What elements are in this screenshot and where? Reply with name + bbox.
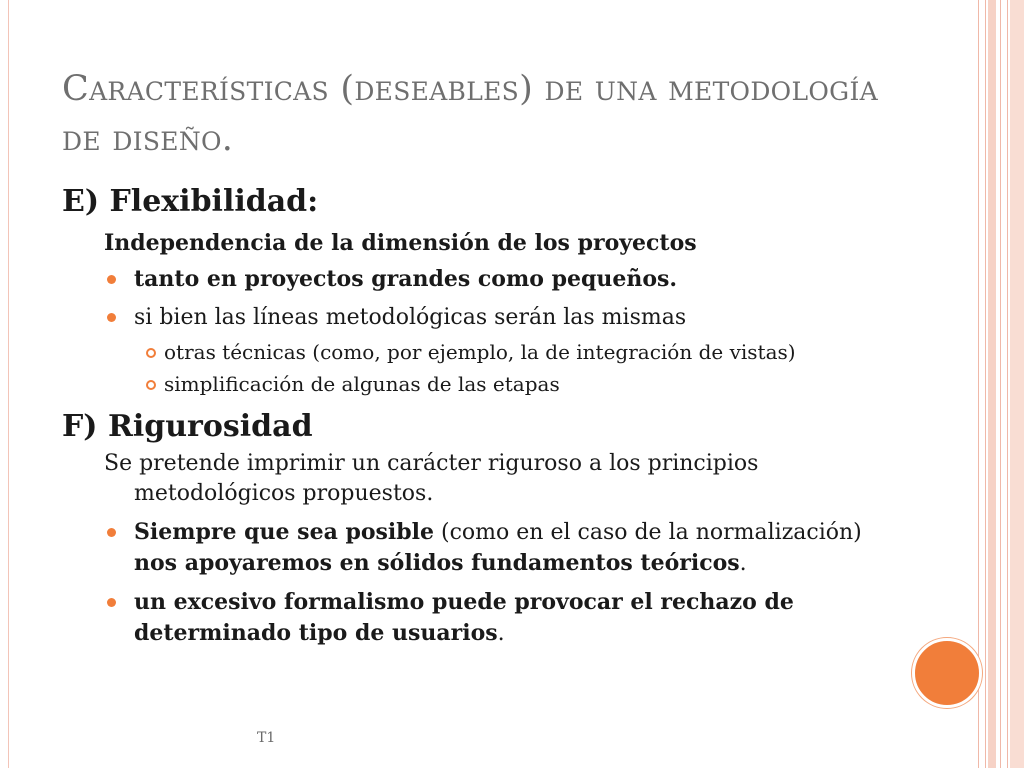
footer-label: T1 (257, 730, 276, 746)
list-item (134, 517, 902, 579)
bullet-text-bold: Siempre que sea posible (134, 519, 435, 545)
orange-circle-icon (912, 638, 982, 708)
bullet-text: tanto en proyectos grandes como pequeños. (134, 266, 678, 292)
bullet-text: si bien las líneas metodológicas serán las mismas (134, 305, 687, 330)
bullet-icon (107, 275, 116, 284)
bullet-icon (107, 528, 116, 537)
bullet-icon (107, 598, 116, 607)
right-border-stripe (978, 0, 986, 768)
bullet-text-bold: un excesivo formalismo puede provocar el rechazo de determinado tipo de usuarios (134, 589, 794, 646)
sub-bullet-text: otras técnicas (como, por ejemplo, la de integración de vistas) (164, 340, 796, 364)
slide-content (62, 184, 902, 649)
sub-list-item (164, 371, 902, 397)
flexibilidad-intro: Independencia de la dimensión de los proyectos (104, 230, 697, 256)
bullet-text-bold: nos apoyaremos en sólidos fundamentos teóricos (134, 550, 740, 576)
sub-bullet-icon (146, 380, 156, 390)
right-border-stripe (1010, 0, 1024, 768)
section-heading-flexibilidad: E) Flexibilidad: (62, 184, 319, 219)
rigurosidad-intro: Se pretende imprimir un carácter riguroso a los principios metodológicos propuestos. (104, 451, 759, 506)
slide-title: Características (deseables) de una metodología de diseño. (62, 69, 878, 159)
sub-bullet-text: simplificación de algunas de las etapas (164, 372, 560, 396)
section-heading-rigurosidad: F) Rigurosidad (62, 409, 313, 444)
left-border-decoration (0, 0, 9, 768)
list-item (134, 264, 902, 295)
list-item (134, 302, 902, 333)
sub-list-item (164, 339, 902, 365)
bullet-text: (como en el caso de la normalización) (434, 520, 862, 545)
bullet-icon (107, 313, 116, 322)
sub-bullet-icon (146, 348, 156, 358)
right-border-stripe (988, 0, 996, 768)
bullet-text: . (497, 621, 505, 646)
list-item (134, 587, 902, 649)
bullet-text: . (739, 551, 747, 576)
right-border-stripe (1000, 0, 1008, 768)
